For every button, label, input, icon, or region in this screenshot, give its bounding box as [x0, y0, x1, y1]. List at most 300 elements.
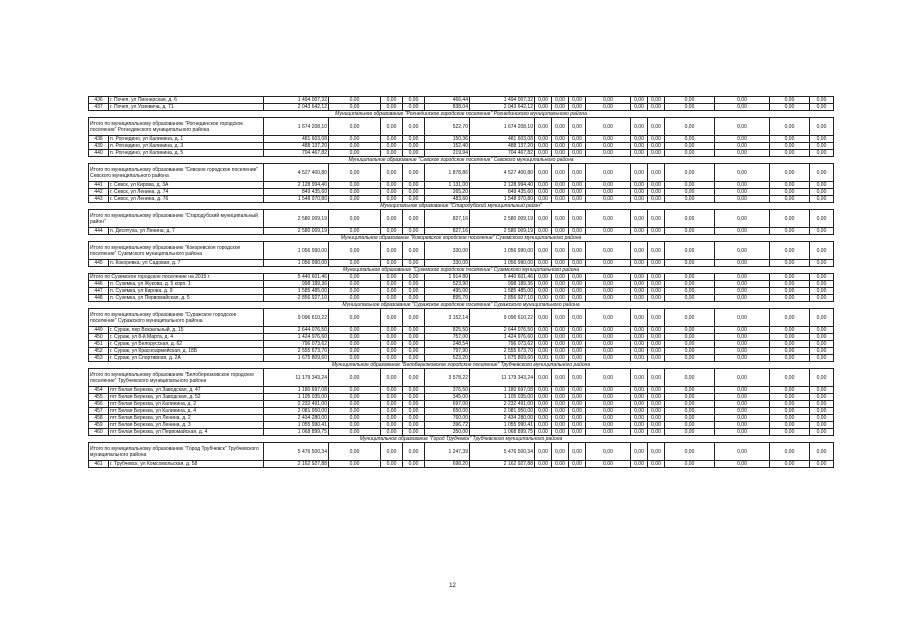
value-cell: 495,00: [425, 288, 470, 295]
value-cell: 0,00: [552, 182, 569, 189]
table-row: [89, 143, 834, 150]
value-cell: 0,00: [586, 210, 631, 228]
value-cell: 0,00: [586, 334, 631, 341]
value-cell: 11 179 343,24: [264, 369, 329, 387]
value-cell: 0,00: [715, 288, 770, 295]
value-cell: 0,00: [586, 401, 631, 408]
row-number: 441: [89, 182, 109, 189]
value-cell: 0,00: [569, 429, 586, 436]
value-cell: 488 137,20: [264, 143, 329, 150]
row-address: п. Суземка, ул Кирова, д. 9: [109, 288, 264, 295]
value-cell: 1 056 990,00: [470, 242, 535, 260]
value-cell: 481 603,08: [470, 136, 535, 143]
value-cell: 849 435,60: [264, 189, 329, 196]
value-cell: 2 232 491,00: [470, 401, 535, 408]
value-cell: 849 435,60: [470, 189, 535, 196]
value-cell: 0,00: [586, 355, 631, 362]
value-cell: 0,00: [648, 327, 665, 334]
value-cell: 0,00: [569, 348, 586, 355]
value-cell: 0,00: [569, 189, 586, 196]
value-cell: 483,60: [425, 196, 470, 203]
value-cell: 0,00: [569, 295, 586, 302]
value-cell: 0,00: [586, 196, 631, 203]
value-cell: 0,00: [569, 327, 586, 334]
value-cell: 0,00: [403, 182, 425, 189]
value-cell: 0,00: [552, 348, 569, 355]
value-cell: 0,00: [535, 242, 552, 260]
value-cell: 0,00: [552, 164, 569, 182]
value-cell: 0,00: [810, 210, 834, 228]
value-cell: 0,00: [381, 150, 403, 157]
value-cell: 0,00: [715, 341, 770, 348]
row-address: г. Почеп, ул Пионерская, д. 6: [109, 97, 264, 104]
value-cell: 0,00: [569, 394, 586, 401]
value-cell: 2 128 994,40: [470, 182, 535, 189]
value-cell: 1 424 976,60: [264, 334, 329, 341]
value-cell: 0,00: [569, 422, 586, 429]
value-cell: 0,00: [569, 355, 586, 362]
value-cell: 0,00: [569, 260, 586, 267]
value-cell: 0,00: [648, 369, 665, 387]
value-cell: 0,00: [329, 401, 381, 408]
value-cell: 0,00: [770, 210, 810, 228]
value-cell: 0,00: [329, 210, 381, 228]
value-cell: 488 137,20: [470, 143, 535, 150]
value-cell: 0,00: [665, 334, 715, 341]
value-cell: 0,00: [810, 355, 834, 362]
value-cell: 0,00: [770, 242, 810, 260]
value-cell: 0,00: [770, 281, 810, 288]
value-cell: 0,00: [665, 341, 715, 348]
value-cell: 0,00: [535, 394, 552, 401]
value-cell: 0,00: [665, 348, 715, 355]
value-cell: 0,00: [403, 369, 425, 387]
value-cell: 0,00: [648, 281, 665, 288]
value-cell: 0,00: [810, 334, 834, 341]
value-cell: 0,00: [329, 295, 381, 302]
value-cell: 0,00: [770, 401, 810, 408]
value-cell: 0,00: [381, 97, 403, 104]
value-cell: 0,00: [715, 281, 770, 288]
value-cell: 0,00: [552, 355, 569, 362]
value-cell: 0,00: [403, 143, 425, 150]
value-cell: 1 914 80: [425, 274, 470, 281]
subtotal-row: [89, 164, 834, 182]
table-row: [89, 334, 834, 341]
value-cell: 0,00: [535, 461, 552, 468]
value-cell: 0,00: [631, 327, 648, 334]
value-cell: 0,00: [586, 97, 631, 104]
value-cell: 0,00: [403, 327, 425, 334]
value-cell: 0,00: [586, 189, 631, 196]
value-cell: 0,00: [552, 104, 569, 111]
value-cell: 0,00: [569, 408, 586, 415]
value-cell: 1 548 970,80: [470, 196, 535, 203]
value-cell: 0,00: [810, 143, 834, 150]
row-address: г. Почеп, ул Усиевича, д. 71: [109, 104, 264, 111]
value-cell: 0,00: [569, 443, 586, 461]
value-cell: 0,00: [648, 242, 665, 260]
section-heading: Муниципальное образование "Стародубский муниципальный район": [89, 203, 834, 210]
value-cell: 0,00: [665, 189, 715, 196]
value-cell: 0,00: [381, 394, 403, 401]
value-cell: 0,00: [381, 118, 403, 136]
value-cell: 522,70: [425, 118, 470, 136]
value-cell: 825,50: [425, 327, 470, 334]
value-cell: 0,00: [552, 288, 569, 295]
value-cell: 0,00: [535, 97, 552, 104]
value-cell: 0,00: [631, 341, 648, 348]
value-cell: 0,00: [535, 369, 552, 387]
value-cell: 0,00: [715, 274, 770, 281]
value-cell: 0,00: [665, 429, 715, 436]
row-number: 439: [89, 143, 109, 150]
row-number: 440: [89, 150, 109, 157]
value-cell: 1 180 697,08: [264, 387, 329, 394]
value-cell: 0,00: [810, 104, 834, 111]
section-heading: Муниципальное образование "Севское городское поселение" Севского муниципального района: [89, 157, 834, 164]
row-address: пгт Белая Березка, ул Первомайская, д. 4: [109, 429, 264, 436]
table-row: [89, 348, 834, 355]
row-number: 461: [89, 461, 109, 468]
value-cell: 0,00: [631, 136, 648, 143]
section-heading: Муниципальное образование "Кокоревское городское поселение" Суземского муниципального района: [89, 235, 834, 242]
value-cell: 0,00: [381, 348, 403, 355]
value-cell: 0,00: [403, 104, 425, 111]
value-cell: 0,00: [329, 443, 381, 461]
value-cell: 0,00: [715, 461, 770, 468]
value-cell: 0,00: [715, 394, 770, 401]
value-cell: 0,00: [329, 274, 381, 281]
value-cell: 0,00: [329, 415, 381, 422]
value-cell: 0,00: [631, 295, 648, 302]
table-row: [89, 281, 834, 288]
value-cell: 0,00: [403, 461, 425, 468]
value-cell: 1 675 809,60: [264, 355, 329, 362]
value-cell: 0,00: [569, 387, 586, 394]
value-cell: 0,00: [648, 182, 665, 189]
value-cell: 0,00: [770, 394, 810, 401]
value-cell: 0,00: [381, 295, 403, 302]
value-cell: 0,00: [535, 210, 552, 228]
value-cell: 0,00: [715, 118, 770, 136]
table-row: [89, 394, 834, 401]
value-cell: 1 247,39: [425, 443, 470, 461]
value-cell: 0,00: [631, 394, 648, 401]
value-cell: 0,00: [329, 104, 381, 111]
value-cell: 0,00: [665, 415, 715, 422]
value-cell: 0,00: [535, 143, 552, 150]
value-cell: 0,00: [665, 394, 715, 401]
value-cell: 998 189,36: [264, 281, 329, 288]
value-cell: 0,00: [810, 369, 834, 387]
value-cell: 0,00: [403, 348, 425, 355]
row-number: 455: [89, 394, 109, 401]
value-cell: 0,00: [631, 355, 648, 362]
value-cell: 0,00: [631, 118, 648, 136]
value-cell: 2 580 009,19: [264, 228, 329, 235]
value-cell: 0,00: [403, 288, 425, 295]
value-cell: 2 081 950,00: [264, 408, 329, 415]
value-cell: 704 467,82: [264, 150, 329, 157]
value-cell: 0,00: [715, 136, 770, 143]
section-heading: Муниципальное образование "Суземское городское поселение" Суземского муниципального района: [89, 267, 834, 274]
value-cell: 0,00: [586, 369, 631, 387]
value-cell: 0,00: [381, 387, 403, 394]
subtotal-row: [89, 443, 834, 461]
value-cell: 0,00: [552, 334, 569, 341]
value-cell: 2 555 673,70: [264, 348, 329, 355]
value-cell: 0,00: [631, 387, 648, 394]
value-cell: 0,00: [403, 443, 425, 461]
subtotal-label: Итого по муниципальному образованию "Стародубский муниципальный район": [89, 210, 264, 228]
row-number: 438: [89, 136, 109, 143]
table-row: [89, 295, 834, 302]
value-cell: 0,00: [552, 281, 569, 288]
value-cell: 0,00: [586, 394, 631, 401]
value-cell: 0,00: [586, 387, 631, 394]
value-cell: 0,00: [586, 228, 631, 235]
value-cell: 265,20: [425, 189, 470, 196]
value-cell: 0,00: [535, 415, 552, 422]
subtotal-row: [89, 309, 834, 327]
value-cell: 1 056 990,00: [470, 260, 535, 267]
value-cell: 0,00: [552, 327, 569, 334]
value-cell: 0,00: [329, 97, 381, 104]
value-cell: 0,00: [552, 369, 569, 387]
row-address: пгт Белая Березка, ул Ленина, д. 3: [109, 422, 264, 429]
value-cell: 0,00: [631, 274, 648, 281]
value-cell: 0,00: [770, 164, 810, 182]
value-cell: 0,00: [569, 118, 586, 136]
value-cell: 2 232 491,00: [264, 401, 329, 408]
row-address: пгт Белая Березка, ул Ленина, д. 2: [109, 415, 264, 422]
value-cell: 0,00: [535, 387, 552, 394]
value-cell: 0,00: [810, 387, 834, 394]
value-cell: 0,00: [810, 274, 834, 281]
value-cell: 0,00: [810, 288, 834, 295]
value-cell: 0,00: [715, 401, 770, 408]
value-cell: 0,00: [329, 288, 381, 295]
value-cell: 0,00: [552, 401, 569, 408]
value-cell: 0,00: [535, 196, 552, 203]
value-cell: 2 555 673,70: [470, 348, 535, 355]
value-cell: 0,00: [535, 281, 552, 288]
value-cell: 0,00: [403, 355, 425, 362]
value-cell: 0,00: [552, 143, 569, 150]
value-cell: 0,00: [631, 288, 648, 295]
row-address: п. Кокоревка, ул Садовая, д. 7: [109, 260, 264, 267]
row-address: г. Сураж, ул Красноармейская, д. 18Б: [109, 348, 264, 355]
value-cell: 0,00: [770, 348, 810, 355]
value-cell: 0,00: [381, 260, 403, 267]
value-cell: 0,00: [770, 143, 810, 150]
value-cell: 0,00: [329, 118, 381, 136]
value-cell: 698,20: [425, 461, 470, 468]
value-cell: 0,00: [381, 136, 403, 143]
value-cell: 0,00: [535, 408, 552, 415]
table-row: [89, 288, 834, 295]
value-cell: 0,00: [535, 118, 552, 136]
value-cell: 0,00: [586, 341, 631, 348]
row-number: 436: [89, 97, 109, 104]
value-cell: 0,00: [329, 348, 381, 355]
value-cell: 0,00: [648, 136, 665, 143]
table-row: [89, 355, 834, 362]
value-cell: 0,00: [381, 182, 403, 189]
value-cell: 0,00: [648, 260, 665, 267]
value-cell: 0,00: [552, 150, 569, 157]
value-cell: 2 434 280,00: [470, 415, 535, 422]
value-cell: 0,00: [665, 369, 715, 387]
value-cell: 0,00: [586, 182, 631, 189]
value-cell: 0,00: [569, 104, 586, 111]
value-cell: 1 105 035,00: [470, 394, 535, 401]
value-cell: 1 105 035,00: [264, 394, 329, 401]
value-cell: 0,00: [403, 422, 425, 429]
value-cell: 0,00: [403, 415, 425, 422]
table-row: [89, 327, 834, 334]
value-cell: 345,00: [425, 394, 470, 401]
value-cell: 0,00: [810, 196, 834, 203]
value-cell: 0,00: [586, 408, 631, 415]
value-cell: 0,00: [631, 348, 648, 355]
value-cell: 0,00: [648, 288, 665, 295]
value-cell: 0,00: [586, 143, 631, 150]
row-number: 445: [89, 260, 109, 267]
row-number: 453: [89, 355, 109, 362]
value-cell: 0,00: [810, 228, 834, 235]
value-cell: 0,00: [810, 295, 834, 302]
value-cell: 0,00: [403, 189, 425, 196]
subtotal-row: [89, 118, 834, 136]
value-cell: 0,00: [535, 422, 552, 429]
value-cell: 1 068 899,75: [264, 429, 329, 436]
value-cell: 0,00: [535, 150, 552, 157]
value-cell: 0,00: [770, 334, 810, 341]
value-cell: 0,00: [648, 348, 665, 355]
row-number: 442: [89, 189, 109, 196]
value-cell: 0,00: [381, 228, 403, 235]
value-cell: 0,00: [665, 281, 715, 288]
value-cell: 0,00: [552, 189, 569, 196]
subtotal-row: [89, 274, 834, 281]
value-cell: 0,00: [648, 104, 665, 111]
value-cell: 0,00: [403, 295, 425, 302]
value-cell: 1 878,86: [425, 164, 470, 182]
value-cell: 0,00: [715, 369, 770, 387]
value-cell: 1 180 697,08: [470, 387, 535, 394]
value-cell: 0,00: [770, 182, 810, 189]
value-cell: 0,00: [810, 394, 834, 401]
subtotal-label: Итого по муниципальному образованию "Город Трубчевск" Трубчевского муниципального района: [89, 443, 264, 461]
row-address: п. Рогнедино, ул Калинина, д. 1: [109, 136, 264, 143]
value-cell: 0,00: [715, 189, 770, 196]
value-cell: 0,00: [569, 97, 586, 104]
value-cell: 0,00: [648, 228, 665, 235]
value-cell: 0,00: [381, 443, 403, 461]
value-cell: 0,00: [810, 341, 834, 348]
value-cell: 0,00: [552, 274, 569, 281]
value-cell: 0,00: [810, 182, 834, 189]
subtotal-label: Итого по Суземское городское поселение на 2015 г: [89, 274, 264, 281]
value-cell: 0,00: [586, 164, 631, 182]
table-row: [89, 461, 834, 468]
value-cell: 0,00: [631, 309, 648, 327]
value-cell: 0,00: [535, 327, 552, 334]
value-cell: 0,00: [631, 260, 648, 267]
value-cell: 5 440 601,46: [470, 274, 535, 281]
value-cell: 0,00: [586, 415, 631, 422]
value-cell: 0,00: [569, 143, 586, 150]
value-cell: 0,00: [715, 97, 770, 104]
value-cell: 0,00: [535, 104, 552, 111]
table-row: [89, 189, 834, 196]
row-number: 458: [89, 415, 109, 422]
value-cell: 0,00: [715, 408, 770, 415]
row-address: г. Сураж, ул 8-й Марта, д. 4: [109, 334, 264, 341]
row-address: г. Севск, ул Ленина, д. 74: [109, 189, 264, 196]
value-cell: 0,00: [381, 104, 403, 111]
value-cell: 0,00: [569, 210, 586, 228]
value-cell: 0,00: [715, 422, 770, 429]
value-cell: 0,00: [648, 295, 665, 302]
value-cell: 0,00: [770, 97, 810, 104]
row-address: п. Рогнедино, ул Калинина, д. 3: [109, 143, 264, 150]
value-cell: 0,00: [715, 143, 770, 150]
value-cell: 0,00: [715, 260, 770, 267]
value-cell: 0,00: [552, 210, 569, 228]
value-cell: 0,00: [552, 242, 569, 260]
value-cell: 0,00: [381, 408, 403, 415]
value-cell: 0,00: [770, 341, 810, 348]
value-cell: 0,00: [665, 401, 715, 408]
value-cell: 0,00: [665, 387, 715, 394]
section-heading-row: [89, 267, 834, 274]
value-cell: 0,00: [665, 164, 715, 182]
row-address: п. Рогнедино, ул Калинина, д. 5: [109, 150, 264, 157]
value-cell: 0,00: [552, 429, 569, 436]
value-cell: 0,00: [381, 415, 403, 422]
value-cell: 0,00: [569, 274, 586, 281]
value-cell: 0,00: [552, 422, 569, 429]
value-cell: 0,00: [586, 281, 631, 288]
value-cell: 0,00: [665, 309, 715, 327]
table-row: [89, 422, 834, 429]
row-number: 444: [89, 228, 109, 235]
row-address: г. Сураж, ул Спортивная, д. 2А: [109, 355, 264, 362]
section-heading-row: [89, 157, 834, 164]
value-cell: 1 424 976,60: [470, 334, 535, 341]
value-cell: 0,00: [648, 274, 665, 281]
row-address: пгт Белая Березка, ул Калинина, д. 2: [109, 401, 264, 408]
value-cell: 0,00: [770, 189, 810, 196]
value-cell: 0,00: [535, 274, 552, 281]
value-cell: 827,16: [425, 228, 470, 235]
value-cell: 0,00: [329, 136, 381, 143]
value-cell: 0,00: [715, 228, 770, 235]
value-cell: 0,00: [381, 189, 403, 196]
value-cell: 0,00: [665, 136, 715, 143]
subtotal-row: [89, 242, 834, 260]
value-cell: 0,00: [715, 295, 770, 302]
value-cell: 0,00: [535, 355, 552, 362]
value-cell: 0,00: [648, 429, 665, 436]
value-cell: 0,00: [770, 295, 810, 302]
value-cell: 0,00: [535, 443, 552, 461]
value-cell: 0,00: [569, 150, 586, 157]
value-cell: 0,00: [665, 196, 715, 203]
